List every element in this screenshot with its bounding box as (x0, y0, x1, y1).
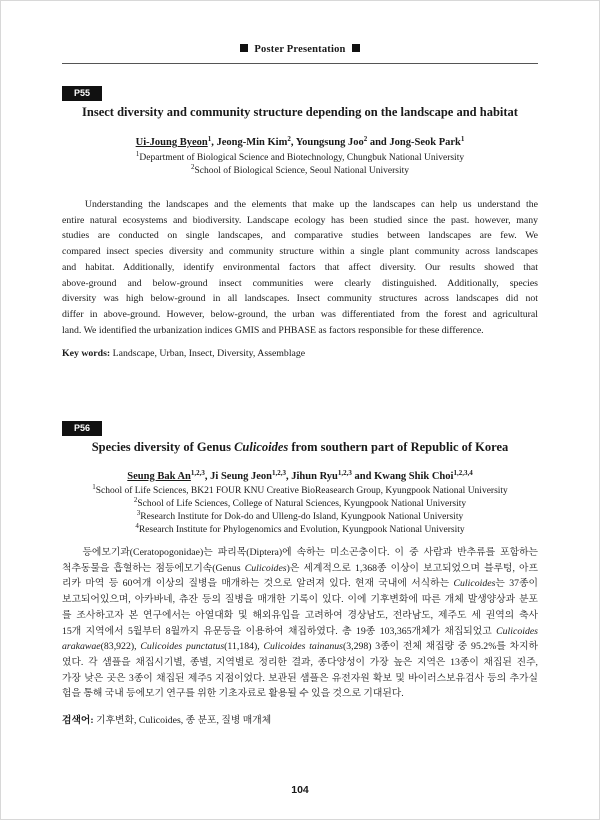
keywords-p56 (62, 712, 538, 726)
abstract-line: 를 조사하고자 본 연구에서는 아열대화 및 해외유입을 고려하여 경상남도, 전라남도, 제주도 세 권역의 축사 (62, 609, 538, 621)
abstract-line: 험을 통해 국내 등에모기 연구를 위한 기초자료로 활용될 수 있을 것으로 기대된다. (62, 688, 404, 700)
affiliation-text: Research Institute for Dok-do and Ulleng-do Island, Kyungpook National University (140, 512, 464, 522)
abstract-line: diversity was high below-ground in all landscapes. Insect community structures across landscapes did not (62, 293, 538, 305)
author-list-p56: Seung Bak An$^{1,2,3}$, Ji Seung Jeon$^{1,2,3}$, Jihun Ryu$^{1,2,3}$ and Kwang Shik Choi$^{1,2,3,4}$ (127, 469, 473, 482)
square-bullet-icon (352, 44, 360, 52)
affiliation-line (62, 498, 538, 511)
abstract-p55 (62, 197, 538, 338)
author-name: Kwang Shik Choi (374, 471, 454, 482)
affiliation-superscript: 3 (136, 509, 141, 517)
abstract-line: compared insect species diversity and community structure within a single plant community across landscapes (62, 246, 538, 258)
affiliation-text: School of Life Sciences, College of Natural Sciences, Kyungpook National University (137, 499, 467, 509)
abstract-p56 (62, 545, 538, 702)
abstract-line: 보고되어있으며, 아카바네, 츄잔 등의 질병을 매개한 기록이 있다. 이에 기후변화에 따른 개체 발생양상과 분포 (62, 594, 538, 606)
affiliation-text: Research Institute for Phylogenomics and Evolution, Kyungpook National University (138, 525, 465, 535)
header-rule (62, 63, 538, 64)
affiliation-text: School of Life Sciences, BK21 FOUR KNU Creative BioReasearch Group, Kyungpook National University (95, 486, 508, 496)
affiliation-text: Department of Biological Science and Biotechnology, Chungbuk National University (139, 153, 465, 163)
abstract-line: 척추동물을 흡혈하는 점등에모기속(Genus Culicoides)은 세계적으로 1,368종 이상이 보고되었으며 블루텅, 아프 (62, 562, 538, 574)
affiliations-p56 (62, 485, 538, 537)
author-name: Jeong-Min Kim (216, 137, 288, 148)
author-superscript: 2 (287, 135, 291, 143)
affiliation-line (62, 511, 538, 524)
keywords-value: 기후변화, Culicoides, 종 분포, 질병 매개체 (96, 715, 272, 726)
abstract-line: 등에모기과(Ceratopogonidae)는 파리목(Diptera)에 속하는 미소곤충이다. 이 중 사람과 반추류를 포함하는 (62, 547, 538, 558)
affiliation-superscript: 1 (135, 150, 140, 158)
author-name: Jong-Seok Park (389, 137, 461, 148)
author-superscript: 2 (363, 135, 368, 143)
abstract-line: above-ground and below-ground insect communities were clearly distinguished. Additionally, species (62, 277, 538, 289)
abstract-line: Understanding the landscapes and the elements that make up the landscapes can help us understand the (62, 199, 539, 210)
author-name: Youngsung Joo (295, 137, 364, 148)
affiliation-line (62, 152, 538, 165)
author-superscript: 1 (207, 135, 212, 143)
affiliation-line (62, 165, 538, 178)
title-text: from southern part of Republic of Korea (288, 440, 509, 454)
affiliation-superscript: 2 (133, 496, 138, 504)
author-superscript: 1,2,3 (272, 469, 287, 477)
square-bullet-icon (240, 44, 248, 52)
page-number: 104 (291, 784, 309, 796)
header-text: Poster Presentation (254, 44, 346, 55)
author-superscript: 1 (460, 135, 465, 143)
affiliation-superscript: 1 (92, 483, 96, 491)
abstract-line: 가장 낮은 곳은 3종이 채집된 제주5 지점이었다. 보관된 샘플은 유전자원 확보 및 바이러스보유검사 등의 추가실 (62, 672, 538, 684)
poster-badge-p56: P56 (62, 421, 102, 436)
abstract-line: land. We identified the urbanization indices GMIS and PHBASE as factors responsible for these difference. (62, 324, 484, 336)
affiliation-superscript: 4 (135, 522, 139, 530)
keywords-value: Landscape, Urban, Insect, Diversity, Assemblage (112, 348, 306, 359)
keywords-p55 (62, 348, 538, 359)
abstract-line: studies are conducted on single landscapes, and comparative studies between landscapes are few. We (62, 230, 538, 242)
author-name: Jihun Ryu (291, 471, 338, 482)
abstract-line: 였다. 각 샘플을 채집시기별, 종별, 지역별로 정리한 결과, 종다양성이 가장 높은 지역은 13종이 채집된 진주, (62, 656, 538, 668)
affiliation-line (62, 524, 538, 537)
abstract-line: entire natural ecosystems and biodiversity. Landscape ecology has been studied since the past. however, many (62, 214, 538, 226)
abstract-line: 리카 마역 등 60여개 이상의 질병을 매개하는 것으로 알려져 있다. 현재 국내에 서식하는 Culicoides는 37종이 (62, 578, 538, 590)
abstract-line: arakawae(83,922), Culicoides punctatus(11,184), Culicoides tainanus(3,298) 3종이 전체 채집량 중 95.2%를 차지하 (62, 641, 538, 653)
author-name: Ui-Joung Byeon (135, 137, 208, 148)
title-text: Species diversity of Genus (91, 440, 235, 454)
genus-name: Culicoides (234, 440, 289, 454)
keywords-label: 검색어: (62, 715, 94, 726)
abstract-line: and habitat. Additionally, identify environmental factors that affect diversity. Our results showed that (62, 261, 538, 273)
poster-title-p55: Insect diversity and community structure depending on the landscape and habitat (82, 105, 518, 119)
affiliations-p55 (62, 152, 538, 178)
author-list-p55: Ui-Joung Byeon$^1$, Jeong-Min Kim$^2$, Youngsung Joo$^2$ and Jong-Seok Park$^1$ (135, 135, 465, 148)
affiliation-text: School of Biological Science, Seoul National University (194, 166, 409, 176)
affiliation-superscript: 2 (190, 163, 195, 171)
poster-title-p56 (62, 440, 538, 455)
running-header (0, 44, 600, 55)
abstract-line: differ in above-ground. However, below-ground, the urban was differentiated from the forest and agricultural (62, 308, 538, 320)
abstract-line: 15개 지역에서 5월부터 8월까지 유문등을 이용하여 채집하였다. 총 19종 103,365개체가 채집되었고 Culicoides (62, 625, 538, 637)
author-superscript: 1,2,3 (337, 469, 352, 477)
poster-badge-p55: P55 (62, 86, 102, 101)
keywords-label: Key words: (62, 348, 111, 359)
author-name: Seung Bak An (127, 471, 191, 482)
author-superscript: 1,2,3,4 (453, 469, 473, 477)
author-superscript: 1,2,3 (190, 469, 205, 477)
author-name: Ji Seung Jeon (210, 471, 273, 482)
